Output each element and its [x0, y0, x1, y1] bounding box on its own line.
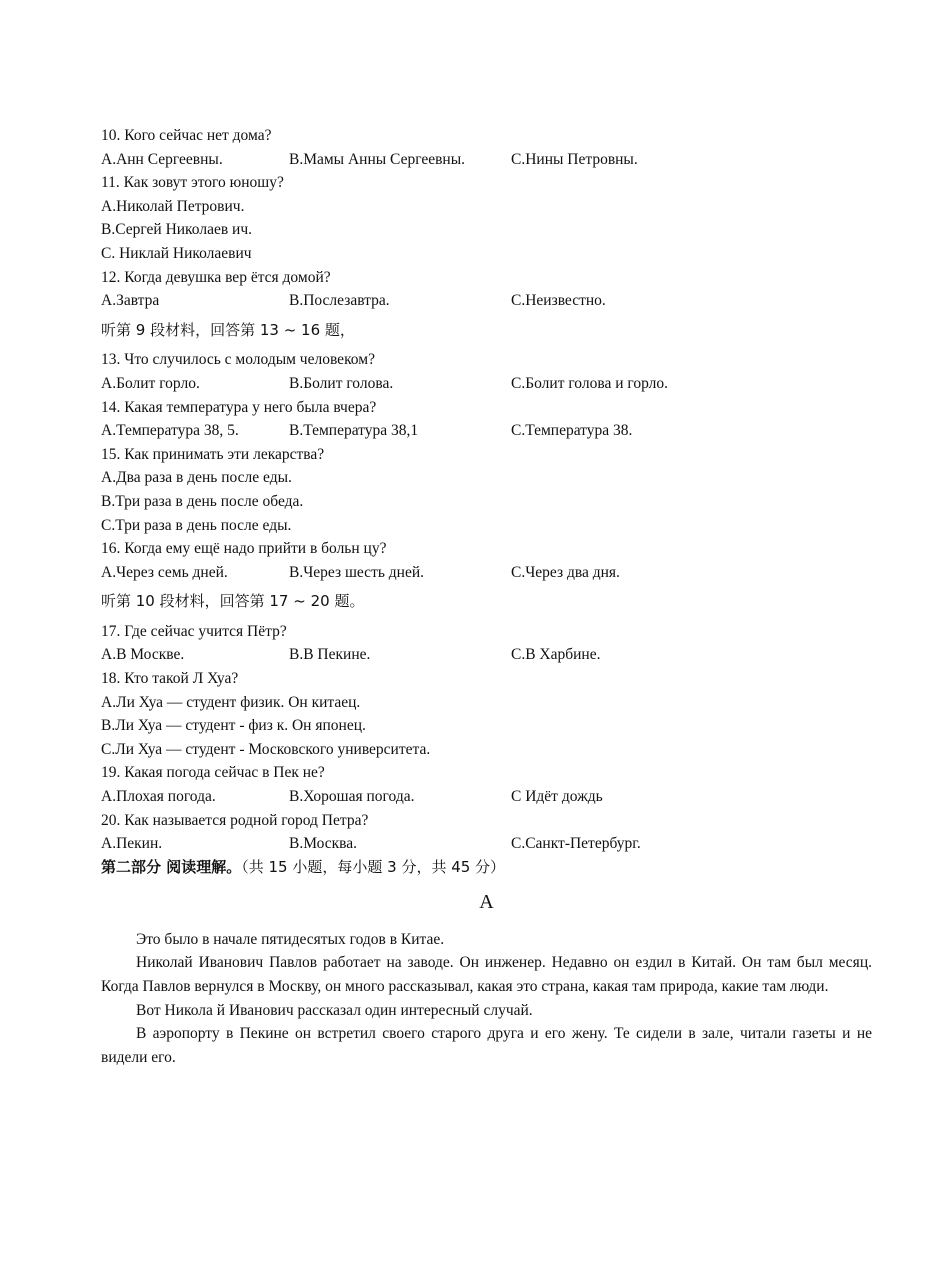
option-a: A.Два раза в день после еды.: [101, 469, 292, 487]
options-20: [101, 832, 872, 856]
option-c: C.Неизвестно.: [511, 292, 606, 310]
option-a: A.Николай Петрович.: [101, 197, 245, 215]
option-b: B.Ли Хуа — студент - физ к. Он японец.: [101, 717, 366, 735]
option-a: A.Температура 38, 5.: [101, 422, 239, 440]
option-b: B.Мамы Анны Сергеевны.: [289, 150, 466, 168]
options-13: [101, 372, 872, 396]
passage-paragraph-3: Вот Никола й Иванович рассказал один интересный случай.: [136, 1001, 533, 1019]
option-a: A.Завтра: [101, 292, 160, 310]
option-a: A.Ли Хуа — студент физик. Он китаец.: [101, 693, 361, 711]
question-15: 15. Как принимать эти лекарства?: [101, 445, 325, 463]
part-two-note: （共 15 小题，每小题 3 分，共 45 分）: [241, 857, 506, 876]
option-a: A.Пекин.: [101, 835, 163, 853]
option-b: B.Послезавтра.: [289, 292, 390, 310]
option-c: C.В Харбине.: [511, 646, 601, 664]
option-a: A.Болит горло.: [101, 374, 200, 392]
option-b: B.Три раза в день после обеда.: [101, 492, 304, 510]
option-b: B.Болит голова.: [289, 374, 394, 392]
section-heading-10: 听第 10 段材料，回答第 17 ~ 20 题。: [101, 592, 365, 611]
passage-paragraph-2: Николай Иванович Павлов работает на заводе. Он инженер. Недавно он ездил в Китай. Он там был месяц. Когда Павлов вернулся в Москву, он много рассказывал, какая это страна, какая там природа, какие там люди.: [101, 954, 872, 995]
option-b: B.Сергей Николаев ич.: [101, 221, 253, 239]
part-two-title: 第二部分 阅读理解。: [101, 857, 242, 876]
question-18: 18. Кто такой Л Хуа?: [101, 670, 239, 688]
question-20: 20. Как называется родной город Петра?: [101, 811, 369, 829]
passage-letter: A: [479, 890, 494, 913]
option-c: C.Ли Хуа — студент - Московского университета.: [101, 740, 431, 758]
options-19: [101, 785, 872, 809]
options-17: [101, 643, 872, 667]
passage-paragraph-4: В аэропорту в Пекине он встретил своего старого друга и его жену. Те сидели в зале, читали газеты и не видели его.: [101, 1025, 872, 1066]
option-c: C.Санкт-Петербург.: [511, 835, 641, 853]
question-10: 10. Кого сейчас нет дома?: [101, 127, 272, 144]
options-14: [101, 419, 872, 443]
section-heading-9: 听第 9 段材料，回答第 13 ~ 16 题，: [101, 320, 355, 339]
passage-paragraph-1: Это было в начале пятидесятых годов в Китае.: [136, 930, 445, 948]
option-a: A.Анн Сергеевны.: [101, 150, 223, 168]
question-14: 14. Какая температура у него была вчера?: [101, 398, 377, 416]
option-b: B.Хорошая погода.: [289, 788, 415, 806]
option-c: C.Три раза в день после еды.: [101, 516, 292, 534]
question-12: 12. Когда девушка вер ётся домой?: [101, 268, 331, 286]
part-two-heading: [101, 856, 872, 878]
option-a: A.Через семь дней.: [101, 563, 228, 581]
options-10: [101, 148, 872, 172]
option-c: C.Температура 38.: [511, 422, 633, 440]
option-a: A.Плохая погода.: [101, 788, 216, 806]
question-16: 16. Когда ему ещё надо прийти в больн цу?: [101, 540, 387, 558]
option-b: B.Через шесть дней.: [289, 563, 425, 581]
option-c: C.Нины Петровны.: [511, 150, 638, 168]
option-b: B.Москва.: [289, 835, 358, 853]
option-c: C.Через два дня.: [511, 563, 620, 581]
options-12: [101, 289, 872, 313]
question-19: 19. Какая погода сейчас в Пек не?: [101, 764, 325, 782]
option-b: B.В Пекине.: [289, 646, 371, 664]
option-b: B.Температура 38,1: [289, 422, 419, 440]
option-c: C.Болит голова и горло.: [511, 374, 669, 392]
option-c: C. Никлай Николаевич: [101, 244, 252, 262]
question-11: 11. Как зовут этого юношу?: [101, 174, 284, 192]
options-16: [101, 561, 872, 585]
option-c: C Идёт дождь: [511, 788, 603, 806]
exam-page: [101, 124, 872, 1069]
option-a: A.В Москве.: [101, 646, 185, 664]
question-17: 17. Где сейчас учится Пётр?: [101, 622, 287, 640]
question-13: 13. Что случилось с молодым человеком?: [101, 351, 375, 369]
